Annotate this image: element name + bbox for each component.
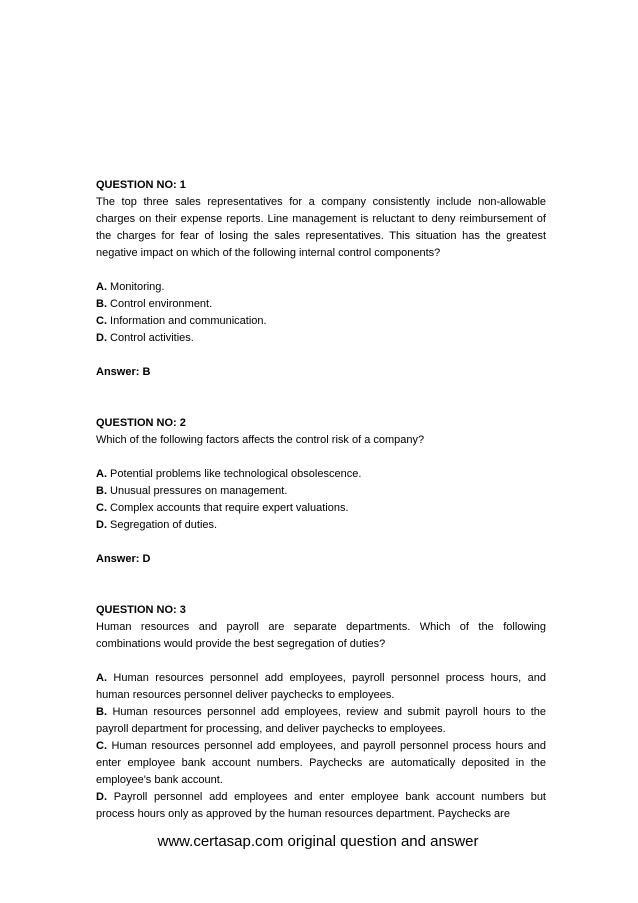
- question-heading: QUESTION NO: 2: [96, 417, 186, 429]
- option-text: Information and communication.: [107, 315, 267, 327]
- question-text: Human resources and payroll are separate departments. Which of the following combinations would provide the best segregation of duties?: [96, 621, 546, 650]
- answer-option: [96, 466, 546, 483]
- option-letter: C.: [96, 740, 107, 752]
- option-letter: D.: [96, 519, 107, 531]
- option-letter: B.: [96, 485, 107, 497]
- option-text: Payroll personnel add employees and enter employee bank account numbers but process hours only as approved by the human resources department. Paychecks are: [96, 791, 546, 820]
- answer-option: [96, 296, 546, 313]
- footer-text: www.certasap.com original question and answer: [157, 833, 479, 850]
- answer-option: [96, 279, 546, 296]
- answer-option: [96, 670, 546, 704]
- answer-option: [96, 313, 546, 330]
- page-footer: [0, 832, 638, 852]
- option-text: Segregation of duties.: [107, 519, 218, 531]
- option-text: Monitoring.: [107, 281, 165, 293]
- option-letter: C.: [96, 315, 107, 327]
- option-text: Unusual pressures on management.: [107, 485, 288, 497]
- question-block: [96, 177, 546, 381]
- option-text: Human resources personnel add employees, payroll personnel process hours, and human resources personnel deliver paychecks to employees.: [96, 672, 546, 701]
- option-text: Control activities.: [107, 332, 194, 344]
- answer-key: Answer: D: [96, 553, 151, 565]
- question-heading: QUESTION NO: 3: [96, 604, 186, 616]
- option-letter: A.: [96, 468, 107, 480]
- answer-option: [96, 704, 546, 738]
- answer-option: [96, 500, 546, 517]
- answer-option: [96, 483, 546, 500]
- answer-option: [96, 789, 546, 823]
- option-text: Complex accounts that require expert valuations.: [107, 502, 349, 514]
- question-text: Which of the following factors affects the control risk of a company?: [96, 434, 425, 446]
- option-letter: D.: [96, 332, 107, 344]
- option-letter: C.: [96, 502, 107, 514]
- answer-option: [96, 738, 546, 789]
- option-text: Potential problems like technological obsolescence.: [107, 468, 362, 480]
- option-letter: B.: [96, 298, 107, 310]
- question-block: [96, 415, 546, 568]
- option-letter: A.: [96, 281, 107, 293]
- question-text: The top three sales representatives for a company consistently include non-allowable charges on their expense reports. Line management is reluctant to deny reimbursement of the charges for fear of losing the sales representatives. This situation has the greatest negative impact on which of the following internal control components?: [96, 196, 546, 259]
- question-heading: QUESTION NO: 1: [96, 179, 186, 191]
- answer-option: [96, 330, 546, 347]
- answer-key: Answer: B: [96, 366, 151, 378]
- option-text: Human resources personnel add employees, and payroll personnel process hours and enter employee bank account numbers. Paychecks are automatically deposited in the employee's bank account.: [96, 740, 546, 786]
- option-letter: A.: [96, 672, 107, 684]
- question-block: [96, 602, 546, 823]
- option-text: Control environment.: [107, 298, 213, 310]
- option-text: Human resources personnel add employees, review and submit payroll hours to the payroll department for processing, and deliver paychecks to employees.: [96, 706, 546, 735]
- option-letter: D.: [96, 791, 107, 803]
- answer-option: [96, 517, 546, 534]
- page-content: [96, 177, 546, 823]
- option-letter: B.: [96, 706, 107, 718]
